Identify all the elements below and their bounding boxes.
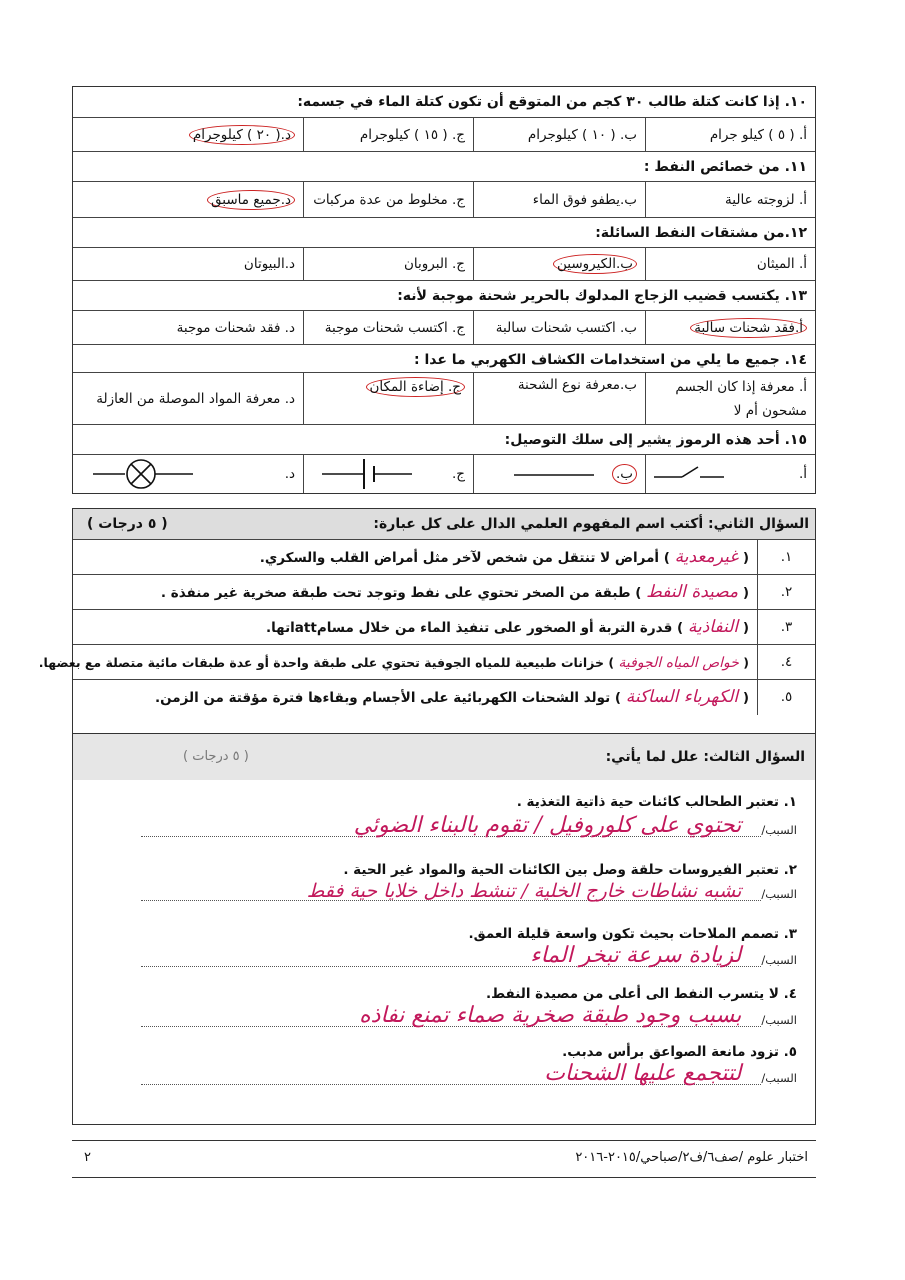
wire-symbol-icon [514, 465, 594, 481]
concept-row [38, 644, 815, 679]
option-b: ب.يطفو فوق الماء [473, 182, 645, 217]
option-a: أ. لزوجته عالية [645, 182, 815, 217]
section-3-marks: ( ٥ درجات ) [183, 749, 249, 764]
concepts-section [38, 508, 816, 740]
option-d: د.البيوتان [243, 256, 295, 272]
reason-question: ٢. تعتبر الفيروسات حلقة وصل بين الكائنات الحية والمواد غير الحية . [343, 862, 797, 878]
section-3-title: السؤال الثالث: علل لما يأتي: [73, 734, 815, 780]
concept-number: ٤. [757, 645, 815, 680]
concept-text: ( النفاذية ) قدرة التربة أو الصخور على تنفيذ الماء من خلال مسامattاتها. [265, 617, 749, 637]
exam-title: اختبار علوم /صف٦/ف٢/صباحي/٢٠١٥-٢٠١٦ [575, 1150, 808, 1165]
reason-label: السبب/ [761, 1013, 797, 1027]
concept-statement: ) أمراض لا تنتقل من شخص لآخر مثل أمراض القلب والسكري. [259, 550, 670, 566]
reason-question: ١. تعتبر الطحالب كائنات حية ذاتية التغذية . [516, 794, 797, 810]
reason-label: السبب/ [761, 953, 797, 967]
option-c: ج. ( ١٥ ) كيلوجرام [303, 118, 473, 151]
option-c [303, 455, 473, 493]
option-b [473, 248, 645, 280]
option-c: ج. اكتسب شحنات موجبة [303, 311, 473, 344]
option-d [73, 182, 303, 217]
option-d [73, 455, 303, 493]
option-b: ب. ( ١٠ ) كيلوجرام [473, 118, 645, 151]
concept-number: ٢. [757, 575, 815, 610]
option-d: د. فقد شحنات موجبة [176, 319, 295, 336]
question-11: ١١. من خصائص النفط : [73, 152, 815, 182]
concept-row [73, 539, 815, 574]
handwritten-answer: الكهرباء الساكنة [625, 687, 739, 707]
concept-number: ٣. [757, 610, 815, 645]
handwritten-answer: غيرمعدية [674, 547, 739, 567]
answer-circle: أ.فقد شحنات سالبة [690, 318, 807, 338]
question-13: ١٣. يكتسب قضيب الزجاج المدلوك بالحرير شحنة موجبة لأنه: [73, 281, 815, 311]
option-c: ج. البروبان [303, 248, 473, 280]
reason-answer [141, 943, 797, 968]
concept-statement: ) طبقة من الصخر تحتوي على نفط وتوجد تحت طبقة صخرية غير منفذة . [160, 585, 642, 601]
concept-row [73, 679, 815, 714]
page-number: ٢ [84, 1150, 91, 1165]
lamp-symbol-icon [93, 458, 193, 490]
reason-answer [141, 1003, 797, 1028]
handwritten-answer: بسبب وجود طبقة صخرية صماء تمنع نفاذه [359, 1003, 742, 1028]
concept-statement: ) خزانات طبيعية للمياه الجوفية تحتوي على طبقة واحدة أو عدة طبقات مائية متصلة مع بعضها. [38, 655, 615, 670]
reasons-section [72, 733, 816, 1125]
question-12: ١٢.من مشتقات النفط السائلة: [73, 218, 815, 248]
concept-text: ( مصيدة النفط ) طبقة من الصخر تحتوي على نفط وتوجد تحت طبقة صخرية غير منفذة . [160, 582, 749, 602]
handwritten-answer: مصيدة النفط [646, 582, 739, 602]
question-14: ١٤. جميع ما يلي من استخدامات الكشاف الكهربي ما عدا : [73, 345, 815, 373]
section-2-title: السؤال الثاني: أكتب اسم المفهوم العلمي الدال على كل عبارة: [73, 509, 815, 539]
answer-circle: د.جميع ماسبق [207, 190, 295, 210]
handwritten-answer: النفاذية [687, 617, 739, 637]
multiple-choice-section [72, 86, 816, 494]
option-b [473, 455, 645, 493]
option-c-label: ج. [451, 466, 465, 482]
option-d: د. معرفة المواد الموصلة من العازلة [96, 390, 295, 407]
option-b: ب.معرفة نوع الشحنة [473, 373, 645, 424]
answer-circle: ج. إضاءة المكان [366, 377, 466, 397]
question-10-options [73, 118, 815, 152]
option-c [303, 373, 473, 424]
option-d-label: د. [284, 466, 295, 482]
concept-row [73, 574, 815, 609]
reason-question: ٥. تزود مانعة الصواعق برأس مدبب. [562, 1044, 797, 1060]
concept-number: ٥. [757, 680, 815, 715]
handwritten-answer: تحتوي على كلوروفيل / تقوم بالبناء الضوئي [353, 813, 742, 838]
question-15-options [73, 455, 815, 493]
reason-answer [141, 1061, 797, 1086]
switch-symbol-icon [654, 463, 724, 485]
question-10: ١٠. إذا كانت كتلة طالب ٣٠ كجم من المتوقع أن تكون كتلة الماء في جسمه: [73, 87, 815, 118]
concept-row [73, 609, 815, 644]
reason-question: ٤. لا يتسرب النفط الى أعلى من مصيدة النفط. [485, 986, 797, 1002]
section-2-marks: ( ٥ درجات ) [87, 516, 168, 532]
handwritten-answer: لزيادة سرعة تبخر الماء [530, 943, 742, 968]
question-11-options [73, 182, 815, 218]
handwritten-answer: خواص المياه الجوفية [618, 655, 739, 671]
answer-circle: د.( ٢٠ ) كيلوجرام [189, 125, 295, 145]
question-12-options [73, 248, 815, 281]
reason-label: السبب/ [761, 887, 797, 901]
option-a: أ. معرفة إذا كان الجسم مشحون أم لا [645, 373, 815, 424]
question-15: ١٥. أحد هذه الرموز يشير إلى سلك التوصيل: [73, 425, 815, 455]
reason-label: السبب/ [761, 1071, 797, 1085]
handwritten-answer: تشبه نشاطات خارج الخلية / تنشط داخل خلايا حية فقط [306, 880, 742, 902]
concept-text: ( خواص المياه الجوفية ) خزانات طبيعية للمياه الجوفية تحتوي على طبقة واحدة أو عدة طبقات مائية متصلة مع بعضها. [38, 655, 749, 671]
reason-label: السبب/ [761, 823, 797, 837]
option-a-label: أ. [798, 466, 807, 482]
reason-answer [141, 880, 797, 902]
concept-statement: ) قدرة التربة أو الصخور على تنفيذ الماء من خلال مسامattاتها. [265, 620, 684, 636]
answer-circle: ب. [612, 464, 637, 484]
concept-statement: ) تولد الشحنات الكهربائية على الأجسام وبقاءها فترة مؤقتة من الزمن. [154, 690, 622, 706]
concept-text: ( الكهرباء الساكنة ) تولد الشحنات الكهربائية على الأجسام وبقاءها فترة مؤقتة من الزمن. [154, 687, 749, 707]
question-13-options [73, 311, 815, 345]
page-footer [72, 1140, 816, 1178]
answer-circle: ب.الكيروسين [553, 254, 637, 274]
option-a [645, 311, 815, 344]
reason-question: ٣. تصمم الملاحات بحيث تكون واسعة قليلة العمق. [468, 926, 797, 942]
option-a: أ. ( ٥ ) كيلو جرام [645, 118, 815, 151]
battery-symbol-icon [322, 457, 412, 491]
concept-number: ١. [757, 540, 815, 575]
question-14-options [73, 373, 815, 425]
reason-answer [141, 813, 797, 838]
option-d [73, 118, 303, 151]
handwritten-answer: لتتجمع عليها الشحنات [544, 1061, 742, 1086]
concept-text: ( غيرمعدية ) أمراض لا تنتقل من شخص لآخر مثل أمراض القلب والسكري. [259, 547, 749, 567]
option-b: ب. اكتسب شحنات سالبة [473, 311, 645, 344]
option-a: أ. الميثان [645, 248, 815, 280]
option-a [645, 455, 815, 493]
option-c: ج. مخلوط من عدة مركبات [303, 182, 473, 217]
